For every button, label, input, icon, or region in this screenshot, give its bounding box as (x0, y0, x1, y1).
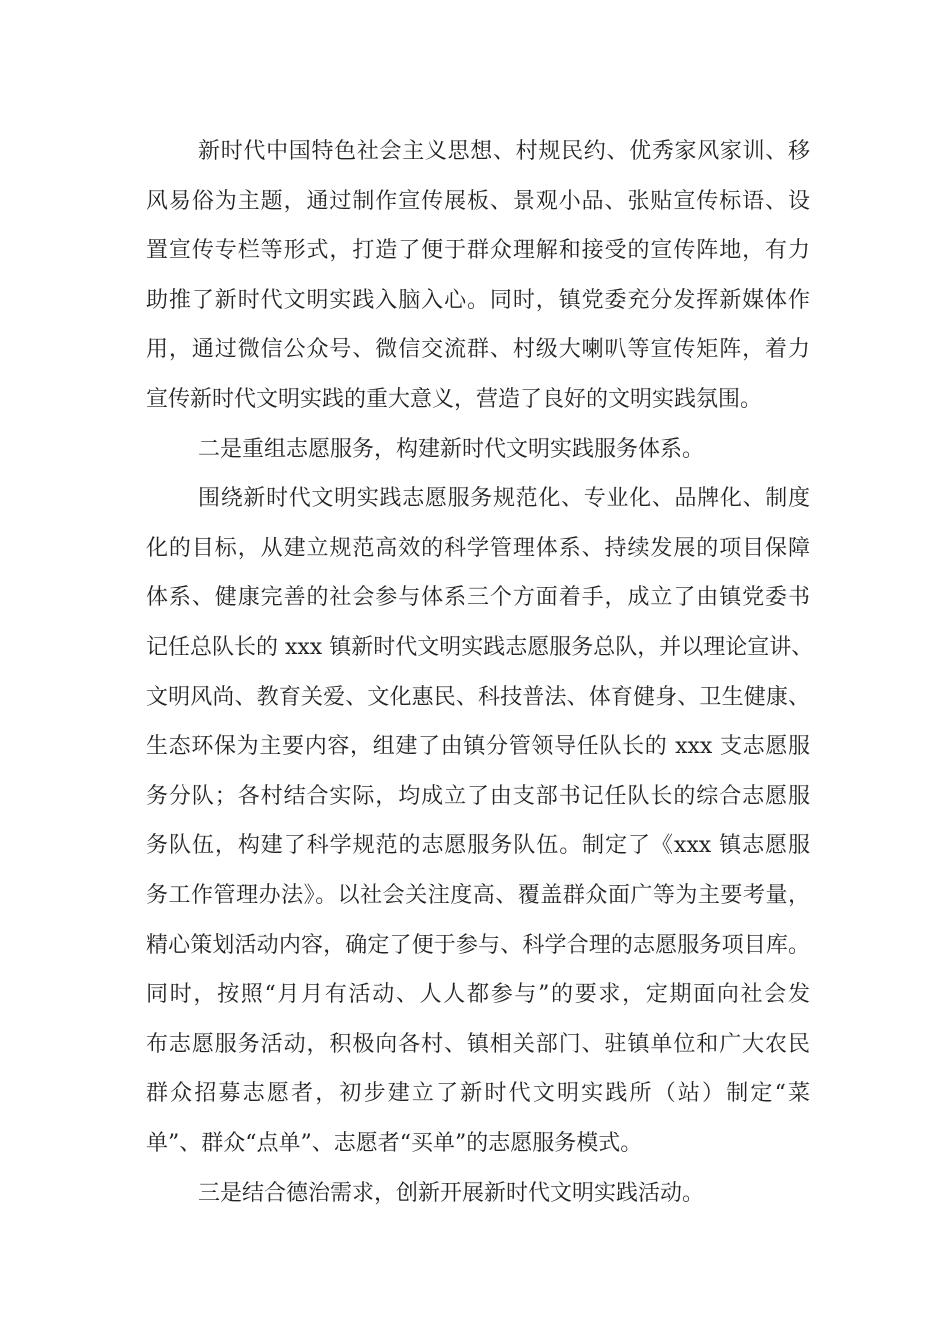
paragraph-line: 单”、群众“点单”、志愿者“买单”的志愿服务模式。 (146, 1131, 643, 1156)
paragraph-line: 新时代中国特色社会主义思想、村规民约、优秀家风家训、移 (198, 139, 810, 164)
paragraph-line: 布志愿服务活动，积极向各村、镇相关部门、驻镇单位和广大农民 (146, 1032, 810, 1057)
paragraph-line: 记任总队长的 xxx 镇新时代文明实践志愿服务总队，并以理论宣讲、 (146, 635, 814, 660)
paragraph-line: 精心策划活动内容，确定了便于参与、科学合理的志愿服务项目库。 (146, 933, 810, 958)
paragraph-line: 务分队；各村结合实际，均成立了由支部书记任队长的综合志愿服 (146, 784, 810, 809)
paragraph-line: 生态环保为主要内容，组建了由镇分管领导任队长的 xxx 支志愿服 (146, 734, 810, 759)
paragraph-line: 置宣传专栏等形式，打造了便于群众理解和接受的宣传阵地，有力 (146, 238, 810, 263)
paragraph-line: 围绕新时代文明实践志愿服务规范化、专业化、品牌化、制度 (198, 486, 810, 511)
paragraph-line: 群众招募志愿者，初步建立了新时代文明实践所（站）制定“菜 (146, 1081, 810, 1106)
paragraph-line: 风易俗为主题，通过制作宣传展板、景观小品、张贴宣传标语、设 (146, 189, 810, 214)
section-heading: 三是结合德治需求，创新开展新时代文明实践活动。 (198, 1181, 705, 1206)
section-heading: 二是重组志愿服务，构建新时代文明实践服务体系。 (198, 437, 705, 462)
paragraph-line: 务队伍，构建了科学规范的志愿服务队伍。制定了《xxx 镇志愿服 (146, 833, 810, 858)
paragraph-line: 助推了新时代文明实践入脑入心。同时，镇党委充分发挥新媒体作 (146, 288, 810, 313)
paragraph-line: 文明风尚、教育关爱、文化惠民、科技普法、体育健身、卫生健康、 (146, 685, 810, 710)
paragraph-line: 化的目标，从建立规范高效的科学管理体系、持续发展的项目保障 (146, 536, 810, 561)
paragraph-line: 体系、健康完善的社会参与体系三个方面着手，成立了由镇党委书 (146, 585, 810, 610)
paragraph-line: 宣传新时代文明实践的重大意义，营造了良好的文明实践氛围。 (146, 387, 763, 412)
paragraph-line: 同时，按照“月月有活动、人人都参与”的要求，定期面向社会发 (146, 982, 810, 1007)
paragraph-line: 务工作管理办法》。以社会关注度高、覆盖群众面广等为主要考量， (146, 883, 810, 908)
paragraph-line: 用，通过微信公众号、微信交流群、村级大喇叭等宣传矩阵，着力 (146, 337, 810, 362)
